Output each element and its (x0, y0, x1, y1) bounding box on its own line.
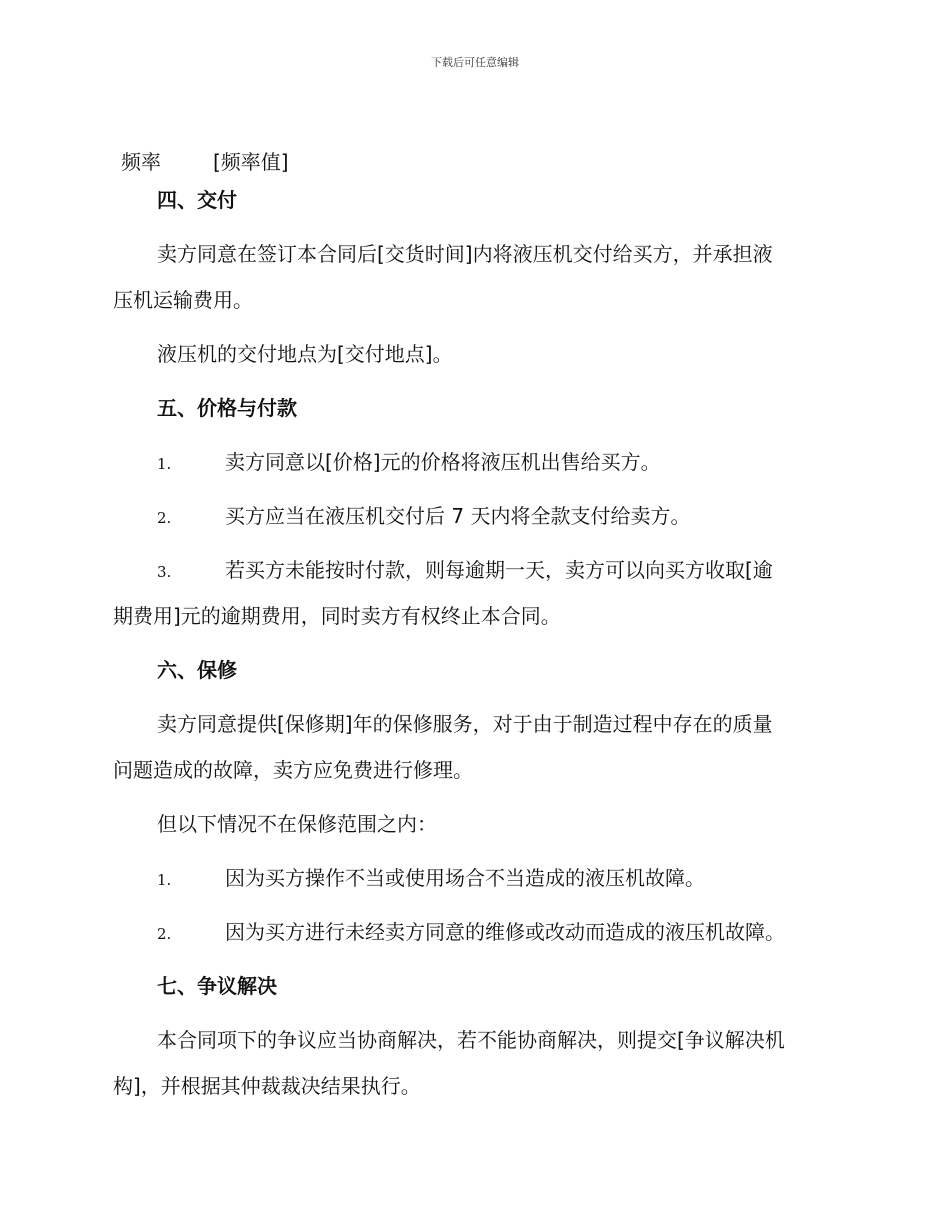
section-5-item-1-text: 卖方同意以[价格]元的价格将液压机出售给买方。 (225, 450, 661, 474)
section-7-paragraph-1-line-2: 构]，并根据其仲裁裁决结果执行。 (113, 1074, 421, 1098)
frequency-value: [频率值] (213, 150, 289, 174)
section-4-paragraph-1-line-2: 压机运输费用。 (113, 288, 253, 312)
section-5-item-3-text: 若买方未能按时付款，则每逾期一天，卖方可以向买方收取[逾 (225, 558, 773, 582)
section-7-heading: 七、争议解决 (157, 974, 277, 998)
section-5-heading: 五、价格与付款 (157, 396, 297, 420)
page-header-note: 下载后可任意编辑 (431, 56, 519, 69)
section-4-paragraph-1-line-1: 卖方同意在签订本合同后[交货时间]内将液压机交付给买方，并承担液 (157, 242, 773, 266)
section-6-paragraph-2: 但以下情况不在保修范围之内： (157, 812, 437, 836)
section-4-heading: 四、交付 (157, 188, 237, 212)
section-4-paragraph-2: 液压机的交付地点为[交付地点]。 (157, 342, 453, 366)
section-5-item-2-text: 买方应当在液压机交付后 7 天内将全款支付给卖方。 (225, 504, 691, 528)
section-6-item-2-number: 2. (157, 925, 172, 943)
frequency-row (121, 146, 289, 175)
section-6-paragraph-1-line-1: 卖方同意提供[保修期]年的保修服务，对于由于制造过程中存在的质量 (157, 712, 773, 736)
section-5-item-3-continuation: 期费用]元的逾期费用，同时卖方有权终止本合同。 (113, 604, 561, 628)
section-6-item-2-text: 因为买方进行未经卖方同意的维修或改动而造成的液压机故障。 (225, 920, 785, 944)
section-5-item-3-number: 3. (157, 563, 172, 581)
section-5-item-1-number: 1. (157, 455, 172, 473)
section-6-item-1-number: 1. (157, 871, 172, 889)
section-6-heading: 六、保修 (157, 658, 237, 682)
section-6-paragraph-1-line-2: 问题造成的故障，卖方应免费进行修理。 (113, 758, 473, 782)
frequency-label: 频率 (121, 150, 161, 174)
section-5-item-2-number: 2. (157, 509, 172, 527)
section-7-paragraph-1-line-1: 本合同项下的争议应当协商解决，若不能协商解决，则提交[争议解决机 (157, 1028, 785, 1052)
section-6-item-1-text: 因为买方操作不当或使用场合不当造成的液压机故障。 (225, 866, 705, 890)
